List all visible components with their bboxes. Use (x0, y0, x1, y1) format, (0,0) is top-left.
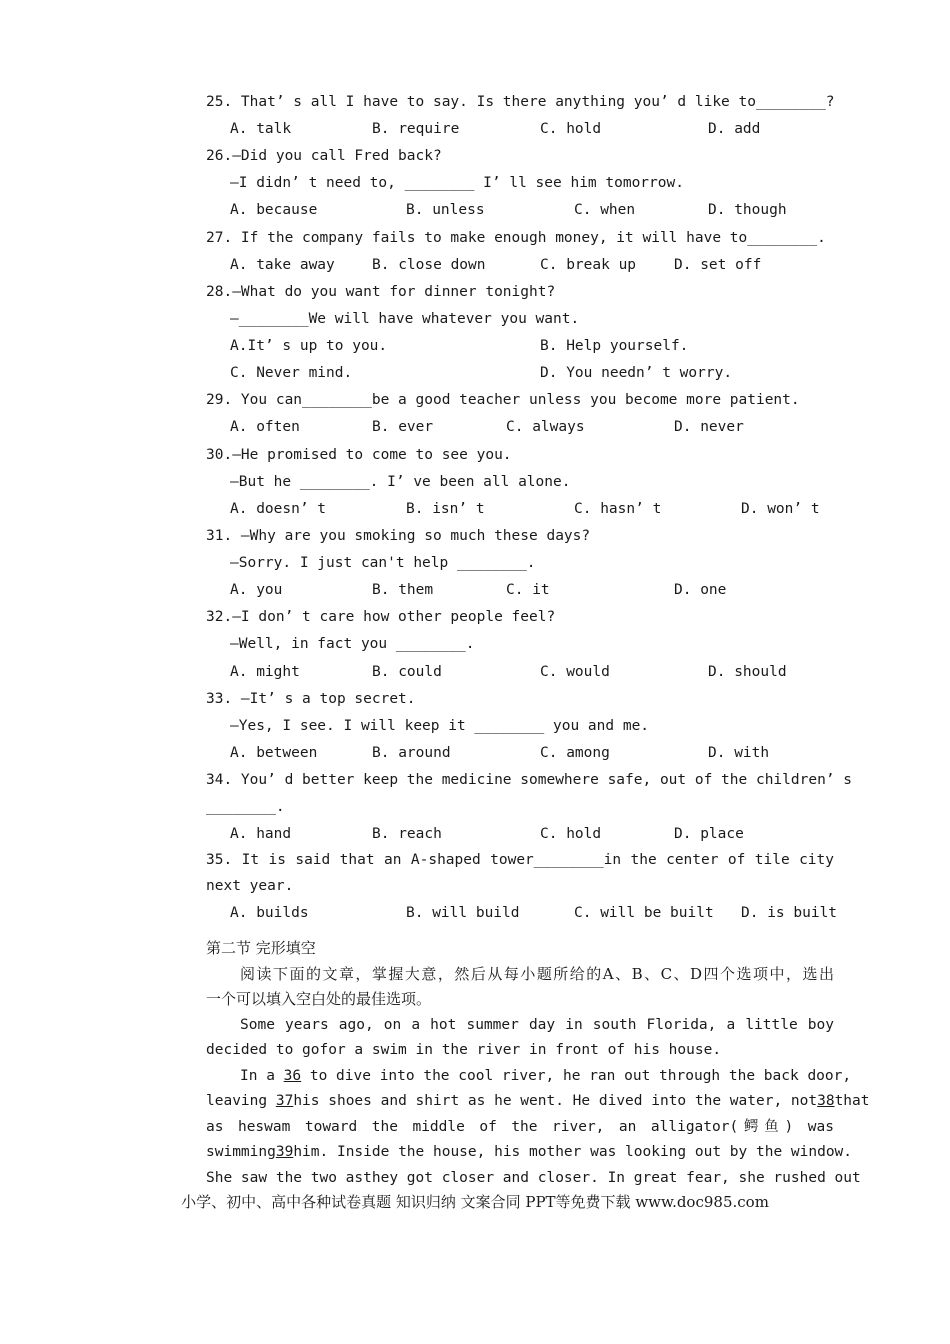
question-33-reply: —Yes, I see. I will keep it ________ you and me. (230, 718, 650, 734)
q27-option-c: C. break up (540, 257, 637, 273)
q26-option-d: D. though (708, 202, 787, 218)
q33-option-b: B. around (372, 745, 451, 761)
section-instructions-line1: 阅读下面的文章，掌握大意，然后从每小题所给的A、B、C、D四个选项中，选出 (240, 965, 834, 983)
q34-option-d: D. place (674, 826, 744, 842)
passage-p2-line3: as heswam toward the middle of the river, an alligator(鳄鱼) was (206, 1119, 834, 1135)
section-heading: 第二节 完形填空 (206, 939, 316, 957)
question-27-stem: 27. If the company fails to make enough money, it will have to________. (206, 230, 826, 246)
passage-p2-line5: She saw the two asthey got closer and closer. In great fear, she rushed out (206, 1170, 861, 1186)
q35-option-d: D. is built (741, 905, 838, 921)
q29-option-c: C. always (506, 419, 585, 435)
q28-option-d: D. You needn’ t worry. (540, 365, 733, 381)
question-34-stem: 34. You’ d better keep the medicine somewhere safe, out of the children’ s (206, 772, 853, 788)
question-28-reply: —________We will have whatever you want. (230, 311, 580, 327)
q31-option-b: B. them (372, 582, 434, 598)
q32-option-a: A. might (230, 664, 300, 680)
passage-p1-line1: Some years ago, on a hot summer day in south Florida, a little boy (240, 1017, 834, 1033)
passage-p2-line2: leaving 37his shoes and shirt as he went. He dived into the water, not38that (206, 1093, 870, 1109)
q29-option-d: D. never (674, 419, 744, 435)
question-30-stem: 30.—He promised to come to see you. (206, 447, 512, 463)
q25-option-a: A. talk (230, 121, 292, 137)
q35-option-c: C. will be built (574, 905, 714, 921)
blank-37: 37 (275, 1093, 294, 1109)
q31-option-a: A. you (230, 582, 283, 598)
q34-option-a: A. hand (230, 826, 292, 842)
q33-option-d: D. with (708, 745, 770, 761)
page-footer: 小学、初中、高中各种试卷真题 知识归纳 文案合同 PPT等免费下载 www.doc985.com (181, 1193, 769, 1211)
section-instructions-line2: 一个可以填入空白处的最佳选项。 (206, 990, 432, 1008)
question-32-reply: —Well, in fact you ________. (230, 636, 475, 652)
question-35-stem: 35. It is said that an A-shaped tower________in the center of tile city (206, 852, 834, 868)
q34-option-c: C. hold (540, 826, 602, 842)
passage-p2-line4: swimming39him. Inside the house, his mother was looking out by the window. (206, 1144, 853, 1160)
question-26-reply: —I didn’ t need to, ________ I’ ll see him tomorrow. (230, 175, 684, 191)
q33-option-a: A. between (230, 745, 318, 761)
question-32-stem: 32.—I don’ t care how other people feel? (206, 609, 556, 625)
question-28-stem: 28.—What do you want for dinner tonight? (206, 284, 556, 300)
q33-option-c: C. among (540, 745, 610, 761)
q28-option-b: B. Help yourself. (540, 338, 689, 354)
q35-option-b: B. will build (406, 905, 520, 921)
q32-option-c: C. would (540, 664, 610, 680)
q31-option-c: C. it (506, 582, 550, 598)
passage-p2-line1: In a 36 to dive into the cool river, he ran out through the back door, (240, 1068, 852, 1084)
question-29-stem: 29. You can________be a good teacher unless you become more patient. (206, 392, 800, 408)
blank-38: 38 (817, 1093, 835, 1109)
q35-option-a: A. builds (230, 905, 309, 921)
q27-option-d: D. set off (674, 257, 762, 273)
question-30-reply: —But he ________. I’ ve been all alone. (230, 474, 571, 490)
blank-39: 39 (275, 1144, 294, 1160)
question-31-reply: —Sorry. I just can't help ________. (230, 555, 536, 571)
q30-option-d: D. won’ t (741, 501, 820, 517)
q28-option-a: A.It’ s up to you. (230, 338, 388, 354)
q30-option-b: B. isn’ t (406, 501, 485, 517)
q25-option-b: B. require (372, 121, 460, 137)
q31-option-d: D. one (674, 582, 727, 598)
q27-option-a: A. take away (230, 257, 335, 273)
question-34-stem-cont: ________. (206, 799, 285, 815)
question-25-stem: 25. That’ s all I have to say. Is there anything you’ d like to________? (206, 94, 835, 110)
q32-option-d: D. should (708, 664, 787, 680)
q29-option-a: A. often (230, 419, 300, 435)
q27-option-b: B. close down (372, 257, 486, 273)
q30-option-a: A. doesn’ t (230, 501, 327, 517)
q26-option-c: C. when (574, 202, 636, 218)
q25-option-c: C. hold (540, 121, 602, 137)
blank-36: 36 (283, 1068, 302, 1084)
q30-option-c: C. hasn’ t (574, 501, 662, 517)
question-26-stem: 26.—Did you call Fred back? (206, 148, 442, 164)
q32-option-b: B. could (372, 664, 442, 680)
q28-option-c: C. Never mind. (230, 365, 353, 381)
q26-option-a: A. because (230, 202, 318, 218)
q25-option-d: D. add (708, 121, 761, 137)
question-35-stem-cont: next year. (206, 878, 294, 894)
question-31-stem: 31. —Why are you smoking so much these days? (206, 528, 591, 544)
q29-option-b: B. ever (372, 419, 434, 435)
q34-option-b: B. reach (372, 826, 442, 842)
question-33-stem: 33. —It’ s a top secret. (206, 691, 416, 707)
passage-p1-line2: decided to gofor a swim in the river in front of his house. (206, 1042, 722, 1058)
q26-option-b: B. unless (406, 202, 485, 218)
